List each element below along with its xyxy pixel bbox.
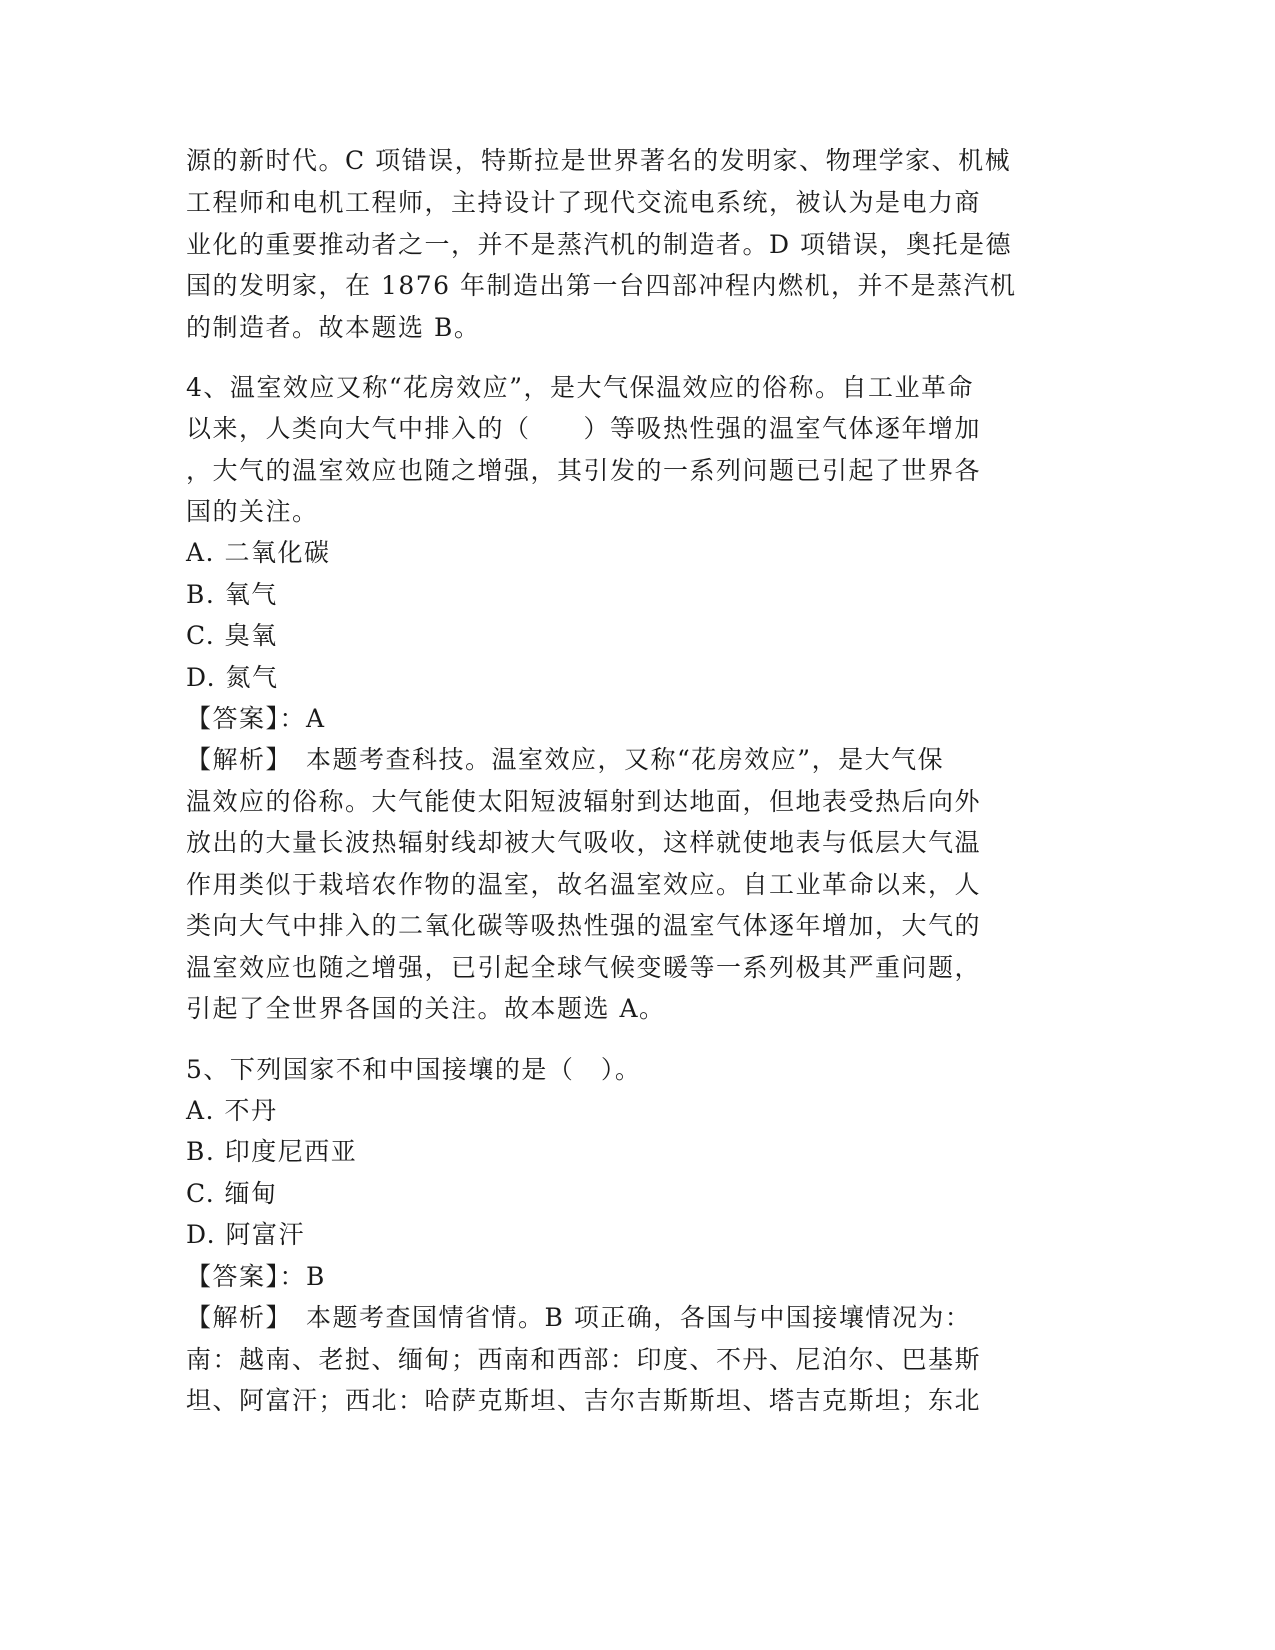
q4-analysis-line: 【解析】 本题考查科技。温室效应，又称“花房效应”，是大气保 bbox=[186, 745, 945, 774]
q4-option-b: B. 氧气 bbox=[186, 580, 278, 609]
continuation-line: 国的发明家，在 1876 年制造出第一台四部冲程内燃机，并不是蒸汽机 bbox=[186, 271, 1017, 300]
q4-stem-line: 国的关注。 bbox=[186, 497, 319, 526]
q4-stem-line: 以来，人类向大气中排入的（ ）等吸热性强的温室气体逐年增加 bbox=[186, 414, 982, 443]
q4-option-a: A. 二氧化碳 bbox=[186, 538, 331, 567]
q5-answer-value: B bbox=[306, 1262, 326, 1291]
q5-analysis-line: 南：越南、老挝、缅甸；西南和西部：印度、不丹、尼泊尔、巴基斯 bbox=[186, 1345, 982, 1374]
q4-analysis-line: 引起了全世界各国的关注。故本题选 A。 bbox=[186, 994, 666, 1023]
q4-stem-line: ，大气的温室效应也随之增强，其引发的一系列问题已引起了世界各 bbox=[186, 456, 982, 485]
q5-answer-label: 【答案】： bbox=[186, 1262, 307, 1291]
q5-option-d: D. 阿富汗 bbox=[186, 1220, 306, 1249]
q4-answer bbox=[186, 701, 326, 737]
continuation-line: 工程师和电机工程师，主持设计了现代交流电系统，被认为是电力商 bbox=[186, 188, 982, 217]
q4-analysis-line: 温室效应也随之增强，已引起全球气候变暖等一系列极其严重问题， bbox=[186, 953, 982, 982]
continuation-line: 源的新时代。C 项错误，特斯拉是世界著名的发明家、物理学家、机械 bbox=[186, 146, 1012, 175]
q5-option-c: C. 缅甸 bbox=[186, 1179, 278, 1208]
q4-analysis-line: 作用类似于栽培农作物的温室，故名温室效应。自工业革命以来，人 bbox=[186, 870, 982, 899]
q4-answer-label: 【答案】： bbox=[186, 704, 307, 733]
continuation-line: 业化的重要推动者之一，并不是蒸汽机的制造者。D 项错误，奥托是德 bbox=[186, 230, 1012, 259]
q5-option-a: A. 不丹 bbox=[186, 1096, 278, 1125]
q5-option-b: B. 印度尼西亚 bbox=[186, 1137, 358, 1166]
q4-analysis-line: 放出的大量长波热辐射线却被大气吸收，这样就使地表与低层大气温 bbox=[186, 828, 982, 857]
q4-answer-value: A bbox=[306, 704, 326, 733]
q4-analysis-line: 温效应的俗称。大气能使太阳短波辐射到达地面，但地表受热后向外 bbox=[186, 787, 982, 816]
q4-option-d: D. 氮气 bbox=[186, 663, 279, 692]
q4-analysis-line: 类向大气中排入的二氧化碳等吸热性强的温室气体逐年增加，大气的 bbox=[186, 911, 982, 940]
q5-analysis-line: 坦、阿富汗；西北：哈萨克斯坦、吉尔吉斯斯坦、塔吉克斯坦；东北 bbox=[186, 1386, 982, 1415]
continuation-line: 的制造者。故本题选 B。 bbox=[186, 313, 481, 342]
q5-analysis-line: 【解析】 本题考查国情省情。B 项正确，各国与中国接壤情况为： bbox=[186, 1303, 972, 1332]
q4-stem-line: 4、温室效应又称“花房效应”，是大气保温效应的俗称。自工业革命 bbox=[186, 373, 974, 402]
q4-option-c: C. 臭氧 bbox=[186, 621, 278, 650]
q5-answer bbox=[186, 1259, 326, 1295]
q5-stem-line: 5、下列国家不和中国接壤的是（ ）。 bbox=[186, 1055, 642, 1084]
